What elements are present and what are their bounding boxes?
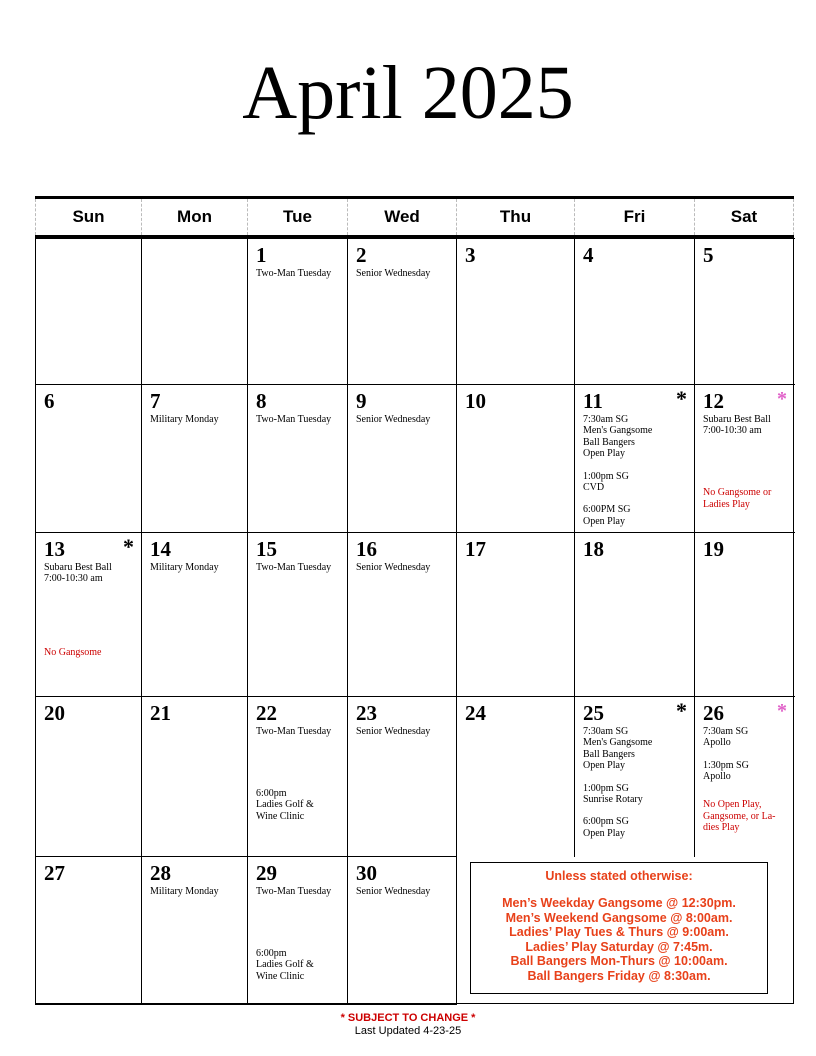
day-cell-10 [456,384,575,533]
event-text: Two-Man Tuesday [256,414,332,425]
day-cell-7 [141,384,248,533]
day-cell-13 [35,532,142,697]
day-number: 13 [44,537,65,561]
calendar-grid [35,196,794,1004]
event-text: Two-Man Tuesday [256,886,332,897]
asterisk-marker: * [676,698,687,723]
day-cell-25 [574,696,695,857]
day-number: 3 [465,243,476,267]
day-cell-9 [347,384,457,533]
day-number: 22 [256,701,277,725]
event-text: Subaru Best Ball 7:00-10:30 am [44,562,112,585]
weekday-thu: Thu [456,199,574,235]
day-number: 17 [465,537,486,561]
day-number: 19 [703,537,724,561]
day-number: 28 [150,861,171,885]
day-number: 25 [583,701,604,725]
day-number: 7 [150,389,161,413]
event-text: 6:00pm Ladies Golf & Wine Clinic [256,948,314,982]
event-text: Military Monday [150,886,219,897]
event-text: 7:30am SG Apollo [703,726,749,749]
day-cell-14 [141,532,248,697]
subject-to-change-note: * SUBJECT TO CHANGE * [340,1012,476,1024]
day-number: 27 [44,861,65,885]
day-cell-24 [456,696,575,857]
day-cell-30 [347,856,457,1005]
event-text: Senior Wednesday [356,886,431,897]
day-cell-21 [141,696,248,857]
day-cell-26 [694,696,795,857]
event-text: Subaru Best Ball 7:00-10:30 am [703,414,771,437]
day-cell-16 [347,532,457,697]
day-number: 6 [44,389,55,413]
event-text: Two-Man Tuesday [256,562,332,573]
asterisk-marker: * [777,700,787,722]
day-number: 30 [356,861,377,885]
notice-line: Ball Bangers Mon-Thurs @ 10:00am. [510,954,728,969]
event-note: No Open Play, Gangsome, or La- dies Play [703,799,776,834]
notice-line: Ladies’ Play Saturday @ 7:45m. [525,939,713,954]
day-cell-20 [35,696,142,857]
day-cell-22 [247,696,348,857]
day-cell-empty [141,238,248,385]
day-number: 12 [703,389,724,413]
weekday-sun: Sun [35,199,141,235]
weekday-tue: Tue [247,199,347,235]
event-text: Senior Wednesday [356,726,431,737]
weekday-wed: Wed [347,199,456,235]
day-cell-5 [694,238,795,385]
day-number: 2 [356,243,367,267]
calendar-title: April 2025 [242,51,574,135]
day-cell-4 [574,238,695,385]
day-number: 20 [44,701,65,725]
event-text: 6:00pm Ladies Golf & Wine Clinic [256,788,314,822]
day-cell-29 [247,856,348,1005]
day-cell-17 [456,532,575,697]
last-updated-note: Last Updated 4-23-25 [354,1025,462,1037]
day-number: 21 [150,701,171,725]
event-text: Senior Wednesday [356,414,431,425]
day-cell-15 [247,532,348,697]
event-text: Senior Wednesday [356,268,431,279]
weekday-sat: Sat [694,199,794,235]
day-cell-18 [574,532,695,697]
day-number: 14 [150,537,171,561]
day-cell-2 [347,238,457,385]
day-number: 15 [256,537,277,561]
asterisk-marker: * [777,388,787,410]
notice-line: Ladies’ Play Tues & Thurs @ 9:00am. [509,925,729,940]
event-text: Two-Man Tuesday [256,268,332,279]
notice-line: Ball Bangers Friday @ 8:30am. [527,968,711,983]
event-text: 1:00pm SG CVD [583,470,629,493]
day-number: 24 [465,701,486,725]
day-number: 10 [465,389,486,413]
day-cell-3 [456,238,575,385]
day-number: 16 [356,537,377,561]
day-number: 26 [703,701,724,725]
day-number: 18 [583,537,604,561]
event-note: No Gangsome [44,646,102,658]
day-number: 5 [703,243,714,267]
notice-lines [471,896,767,984]
event-text: Senior Wednesday [356,562,431,573]
day-number: 23 [356,701,377,725]
event-text: 7:30am SG Men's Gangsome Ball Bangers Open Play [583,414,653,459]
notice-heading: Unless stated otherwise: [545,869,693,883]
event-note: No Gangsome or Ladies Play [703,487,772,510]
notice-box [470,862,768,994]
event-text: Military Monday [150,562,219,573]
notice-line: Men’s Weekday Gangsome @ 12:30pm. [502,896,736,910]
day-cell-27 [35,856,142,1005]
day-cell-6 [35,384,142,533]
event-text: 1:30pm SG Apollo [703,759,749,783]
day-cell-28 [141,856,248,1005]
day-cell-1 [247,238,348,385]
asterisk-marker: * [123,534,134,559]
day-number: 8 [256,389,267,413]
event-text: Military Monday [150,414,219,425]
day-cell-23 [347,696,457,857]
day-number: 4 [583,243,594,267]
event-text: Two-Man Tuesday [256,726,332,737]
day-cell-11 [574,384,695,533]
event-text: 7:30am SG Men's Gangsome Ball Bangers Open Play [583,726,653,771]
day-cell-8 [247,384,348,533]
notice-line: Men’s Weekend Gangsome @ 8:00am. [505,910,733,925]
event-text: 1:00pm SG Sunrise Rotary [583,782,643,805]
weekday-mon: Mon [141,199,247,235]
day-number: 11 [583,389,603,413]
day-number: 1 [256,243,267,267]
weekday-fri: Fri [574,199,694,235]
event-text: 6:00pm SG Open Play [583,816,629,839]
day-number: 29 [256,861,277,885]
day-cell-19 [694,532,795,697]
day-cell-empty [35,238,142,385]
day-cell-12 [694,384,795,533]
event-text: 6:00PM SG Open Play [583,504,631,527]
day-number: 9 [356,389,367,413]
asterisk-marker: * [676,386,687,411]
